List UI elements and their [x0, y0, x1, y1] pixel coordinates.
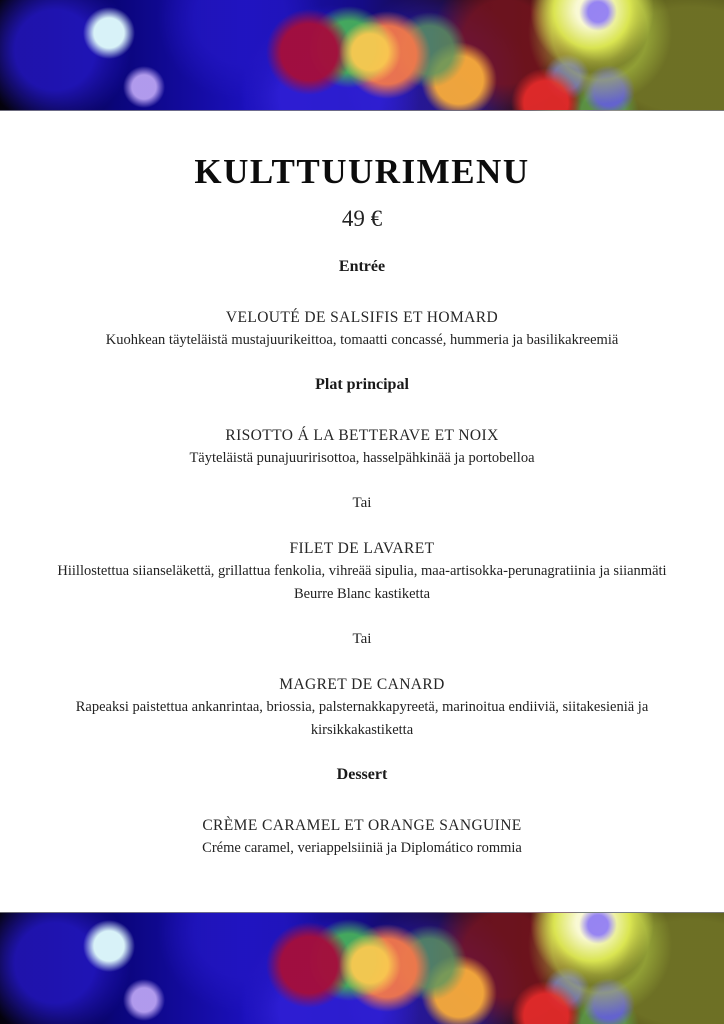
dish-name: VELOUTÉ DE SALSIFIS ET HOMARD: [225, 309, 499, 327]
dish-name: RISOTTO Á LA BETTERAVE ET NOIX: [225, 427, 499, 445]
menu-title: KULTTUURIMENU: [194, 152, 530, 191]
bokeh-banner-top: [0, 0, 724, 111]
dish-description: Créme caramel, veriappelsiiniä ja Diplomático rommia: [202, 840, 522, 857]
section-header-entree: Entrée: [338, 258, 386, 276]
dish-risotto: [40, 424, 684, 470]
menu-price: 49 €: [341, 206, 383, 232]
dish-filet: [40, 537, 684, 606]
course-separator: Tai: [352, 631, 372, 648]
menu-content: [0, 110, 724, 882]
dish-description: Kuohkean täyteläistä mustajuurikeittoa, tomaatti concassé, hummeria ja basilikakreemiä: [105, 332, 619, 349]
dish-name: MAGRET DE CANARD: [279, 676, 445, 694]
dish-description: Hiillostettua siianseläkettä, grillattua fenkolia, vihreää sipulia, maa-artisokka-perunagratiinia ja siianmäti Beurre Blanc kastiketta: [57, 563, 667, 603]
dish-name: CRÈME CARAMEL ET ORANGE SANGUINE: [202, 817, 522, 835]
bokeh-banner-bottom: [0, 912, 724, 1024]
section-header-plat-principal: Plat principal: [315, 376, 409, 394]
dish-description: Täyteläistä punajuuririsottoa, hasselpähkinää ja portobelloa: [189, 450, 535, 467]
section-header-dessert: Dessert: [336, 766, 388, 784]
dish-description: Rapeaksi paistettua ankanrintaa, briossia, palsternakkapyreetä, marinoitua endiiviä, siitakesieniä ja kirsikkakastiketta: [75, 699, 649, 739]
dish-veloute: [40, 306, 684, 352]
dish-creme-caramel: [40, 814, 684, 860]
dish-magret: [40, 673, 684, 742]
course-separator: Tai: [352, 495, 372, 512]
dish-name: FILET DE LAVARET: [289, 540, 435, 558]
